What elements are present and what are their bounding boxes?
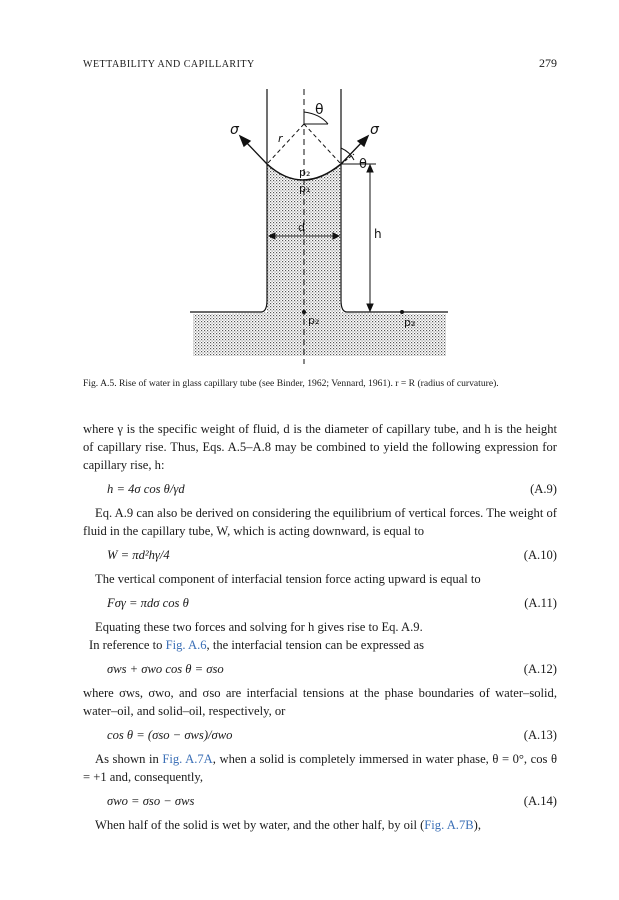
- r-label: r: [278, 132, 283, 145]
- d-label: d: [298, 221, 305, 234]
- fig-a7b-link[interactable]: Fig. A.7B: [424, 818, 474, 832]
- equation-a12: σws + σwo cos θ = σso (A.12): [107, 662, 557, 676]
- figure-caption: Fig. A.5. Rise of water in glass capillary tube (see Binder, 1962; Vennard, 1961). r = R (radius of curvature).: [83, 378, 499, 389]
- sigma-label-right: σ: [370, 122, 379, 138]
- p1-label: p₁: [299, 182, 311, 195]
- equation-a10: W = πd²hγ/4 (A.10): [107, 548, 557, 562]
- paragraph-5: In reference to Fig. A.6, the interfacial tension can be expressed as: [89, 638, 425, 652]
- paragraph-8: When half of the solid is wet by water, and the other half, by oil (Fig. A.7B),: [95, 818, 481, 832]
- running-head-title: WETTABILITY AND CAPILLARITY: [83, 59, 255, 70]
- running-head: [83, 56, 557, 71]
- capillary-rise-figure: [180, 84, 460, 374]
- paragraph-3: The vertical component of interfacial tension force acting upward is equal to: [95, 572, 481, 586]
- sigma-label-left: σ: [230, 122, 239, 138]
- theta-arc-right: [341, 148, 354, 160]
- paragraph-7: As shown in Fig. A.7A, when a solid is completely immersed in water phase, θ = 0°, cos θ = +1 and, consequently,: [83, 752, 557, 784]
- fig-a7a-link[interactable]: Fig. A.7A: [162, 752, 213, 766]
- equation-a13: cos θ = (σso − σws)/σwo (A.13): [107, 728, 557, 742]
- equation-a14: σwo = σso − σws (A.14): [107, 794, 557, 808]
- sigma-arrow-left: [240, 136, 267, 164]
- paragraph-6: where σws, σwo, and σso are interfacial tensions at the phase boundaries of water–solid, water–oil, and solid–oil, respectively, or: [83, 686, 557, 718]
- fig-a6-link[interactable]: Fig. A.6: [165, 638, 207, 652]
- p2-right-point: [400, 310, 404, 314]
- p2-bottom-point: [302, 310, 306, 314]
- p2-right-label: p₂: [404, 316, 416, 329]
- equation-a11: Fσγ = πdσ cos θ (A.11): [107, 596, 557, 610]
- theta-label-top: θ: [315, 102, 324, 118]
- height-dimension: [341, 164, 376, 311]
- paragraph-1: where γ is the specific weight of fluid, d is the diameter of capillary tube, and h is the height of capillary rise. Thus, Eqs. A.5–A.8 may be combined to yield the following expression for capillary rise, h:: [83, 422, 557, 472]
- paragraph-2: Eq. A.9 can also be derived on considering the equilibrium of vertical forces. The weight of fluid in the capillary tube, W, which is acting downward, is equal to: [83, 506, 557, 538]
- h-label: h: [374, 227, 382, 241]
- theta-label-right: θ: [359, 157, 367, 172]
- page-number: 279: [539, 56, 557, 70]
- paragraph-4: Equating these two forces and solving for h gives rise to Eq. A.9.: [95, 620, 423, 634]
- p2-meniscus-label: p₂: [299, 166, 311, 179]
- equation-a9: h = 4σ cos θ/γd (A.9): [107, 482, 557, 496]
- p2-bottom-label: p₂: [308, 314, 320, 327]
- body-text: [83, 420, 557, 834]
